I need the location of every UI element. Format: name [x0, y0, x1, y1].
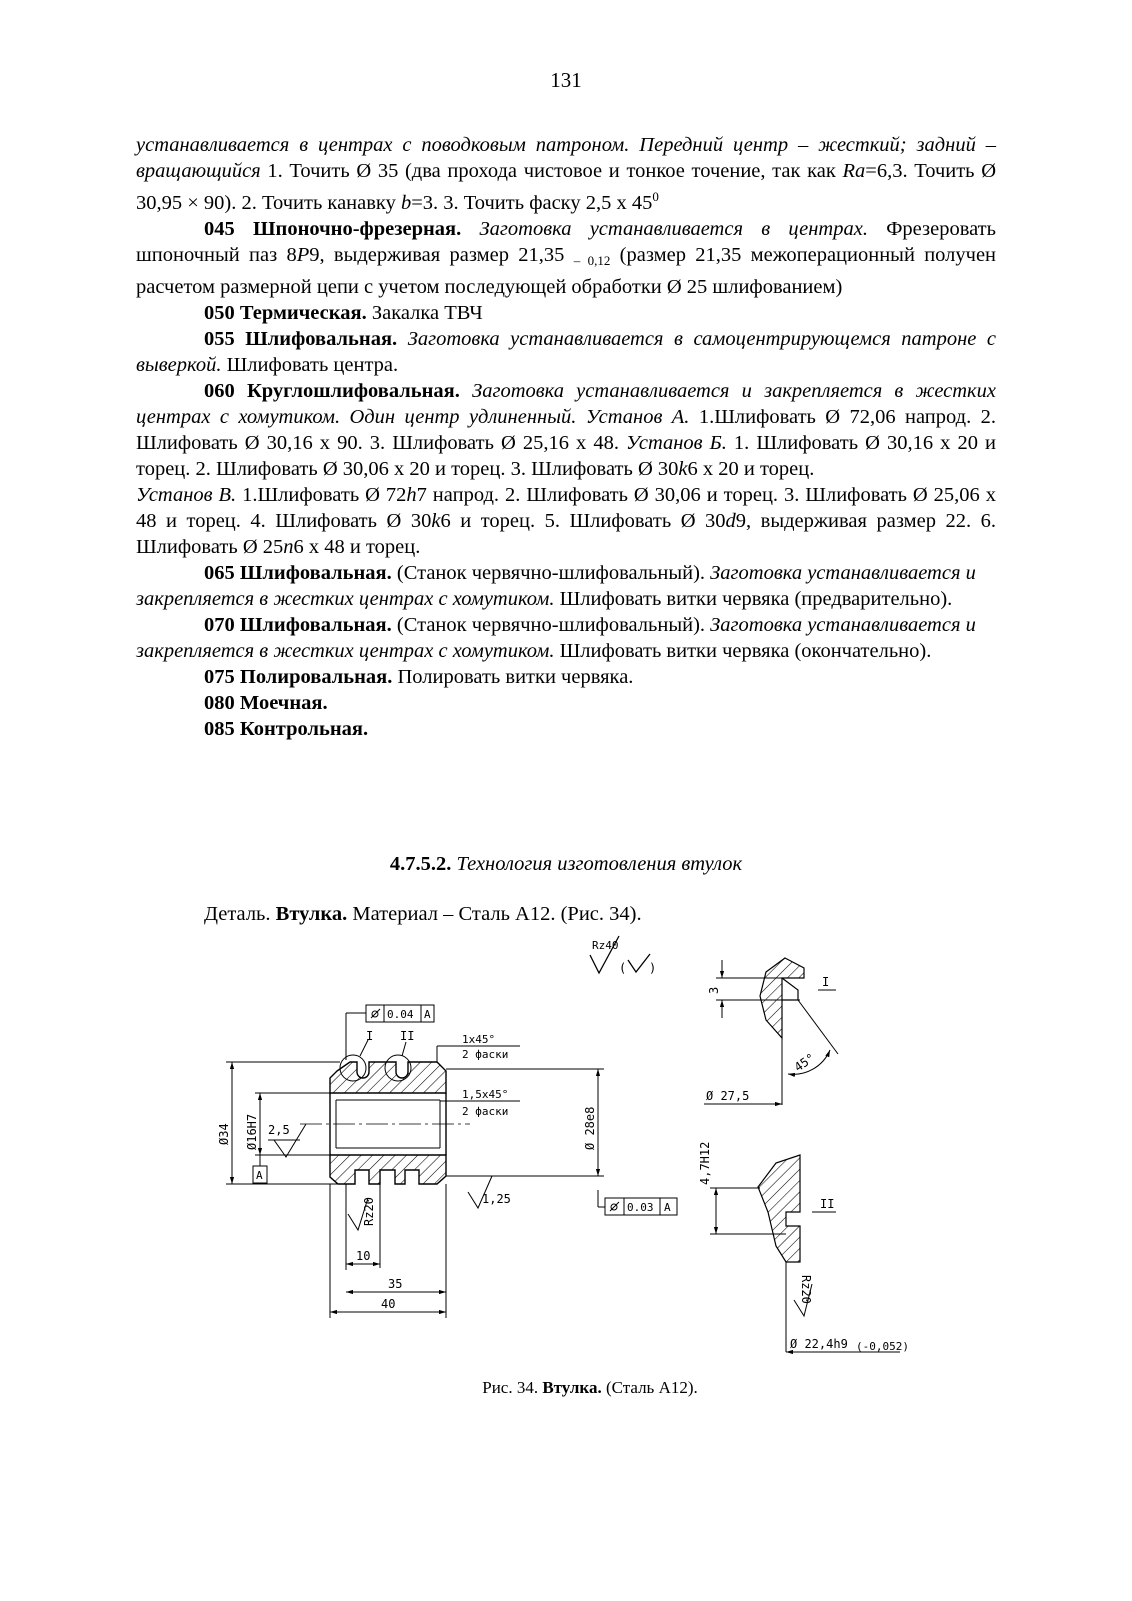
section-title: 4.7.5.2. Технология изготовления втулок: [389, 853, 743, 875]
tolerance-top-value: 0.04: [387, 1008, 414, 1021]
dim-len35: 35: [388, 1277, 403, 1291]
dim-len10: 10: [356, 1249, 371, 1263]
paragraph-085: 085 Контрольная.: [204, 718, 369, 740]
roughness-rz20: Rz20: [362, 1197, 376, 1226]
detail-label-II: II: [820, 1197, 835, 1211]
chamfer1-note: 2 фаски: [462, 1048, 509, 1061]
chamfer2-note: 2 фаски: [462, 1105, 509, 1118]
datum-A: A: [256, 1169, 263, 1182]
roughness-symbol-main: [590, 936, 656, 975]
figure-caption: Рис. 34. Втулка. (Сталь А12).: [482, 1378, 698, 1397]
detail-line: Деталь. Втулка. Материал – Сталь А12. (Рис. 34).: [204, 903, 642, 925]
dim-d34: Ø34: [217, 1123, 231, 1145]
callout-I: I: [366, 1029, 374, 1043]
callout-II: II: [400, 1029, 415, 1043]
detail-dim-d27-5: Ø 27,5: [706, 1089, 750, 1103]
detail-dim-3: 3: [707, 986, 721, 994]
paragraph-1: устанавливается в центрах с поводковым патроном. Передний центр – жесткий; задний – вращающийся 1. Точить Ø 35 (два прохода чистовое и тонкое точение, так как Ra=6,3. Точить Ø 30,95 × 90). 2. Точить канавку b=3. 3. Точить фаску 2,5 х $45^0$: [136, 134, 996, 214]
left-dimensions: [217, 1062, 340, 1184]
svg-text:): ): [649, 961, 657, 975]
roughness-2-5: 2,5: [268, 1123, 290, 1137]
paragraph-055: 055 Шлифовальная. Заготовка устанавливается в самоцентрирующемся патроне с выверкой. Шлифовать центра.: [136, 328, 996, 376]
detail-label-I: I: [822, 975, 830, 989]
detail-view-II: [698, 1142, 909, 1353]
detail-dim-4-7h12: 4,7H12: [698, 1141, 712, 1185]
detail-dim-d22-4h9: Ø 22,4h9: [790, 1337, 848, 1351]
tolerance-bottom-datum: A: [664, 1201, 671, 1214]
detail-view-I: [704, 958, 838, 1105]
paragraph-ustanov-v: Установ В. 1.Шлифовать Ø 72h7 напрод. 2. Шлифовать Ø 30,06 и торец. 3. Шлифовать Ø 25,06 х 48 и торец. 4. Шлифовать Ø 30k6 и торец. 5. Шлифовать Ø 30d9, выдерживая размер 22. 6. Шлифовать Ø 25n6 х 48 и торец.: [136, 484, 996, 558]
chamfer-notes: [437, 1033, 520, 1118]
rz40-label: Rz40: [592, 939, 619, 952]
roughness-1-25: 1,25: [482, 1192, 511, 1206]
paragraph-065: 065 Шлифовальная. (Станок червячно-шлифовальный). Заготовка устанавливается и закрепляется в жестких центрах с хомутиком. Шлифовать витки червяка (предварительно).: [136, 562, 976, 610]
detail-rz20: Rz20: [799, 1275, 813, 1304]
dim-d28e8: Ø 28e8: [583, 1106, 597, 1150]
chamfer1-label: 1x45°: [462, 1033, 496, 1046]
tolerance-bottom-value: 0.03: [627, 1201, 654, 1214]
bottom-dimensions: [330, 1184, 446, 1318]
tolerance-top-datum: A: [424, 1008, 431, 1021]
bushing-section: [300, 1062, 470, 1184]
paragraph-050: 050 Термическая. Закалка ТВЧ: [204, 302, 483, 324]
chamfer2-label: 1,5x45°: [462, 1088, 509, 1101]
paragraph-075: 075 Полировальная. Полировать витки червяка.: [204, 666, 634, 688]
paragraph-080: 080 Моечная.: [204, 692, 328, 714]
paragraph-070: 070 Шлифовальная. (Станок червячно-шлифовальный). Заготовка устанавливается и закрепляется в жестких центрах с хомутиком. Шлифовать витки червяка (окончательно).: [136, 614, 976, 662]
detail-dim-d22-4h9-tolerance: (-0,052): [856, 1340, 909, 1353]
detail-angle-45: 45°: [791, 1050, 818, 1075]
dim-d16h7: Ø16H7: [245, 1113, 259, 1150]
paragraph-045: 045 Шпоночно-фрезерная. Заготовка устанавливается в центрах. Фрезеровать шпоночный паз 8P9, выдерживая размер 21,35 $_{- 0,12}$ (размер 21,35 межоперационный получен расчетом размерной цепи с учетом последующей обработки Ø 25 шлифованием): [136, 218, 997, 298]
dim-len40: 40: [381, 1297, 396, 1311]
svg-text:(: (: [619, 961, 627, 975]
tolerance-frame-top: [346, 1005, 434, 1060]
paragraph-060: 060 Круглошлифовальная. Заготовка устанавливается и закрепляется в жестких центрах с хомутиком. Один центр удлиненный. Установ А. 1.Шлифовать Ø 72,06 напрод. 2. Шлифовать Ø 30,16 х 90. 3. Шлифовать Ø 25,16 х 48. Установ Б. 1. Шлифовать Ø 30,16 х 20 и торец. 2. Шлифовать Ø 30,06 х 20 и торец. 3. Шлифовать Ø 30k6 х 20 и торец.: [136, 380, 997, 480]
page-number: 131: [550, 68, 582, 92]
